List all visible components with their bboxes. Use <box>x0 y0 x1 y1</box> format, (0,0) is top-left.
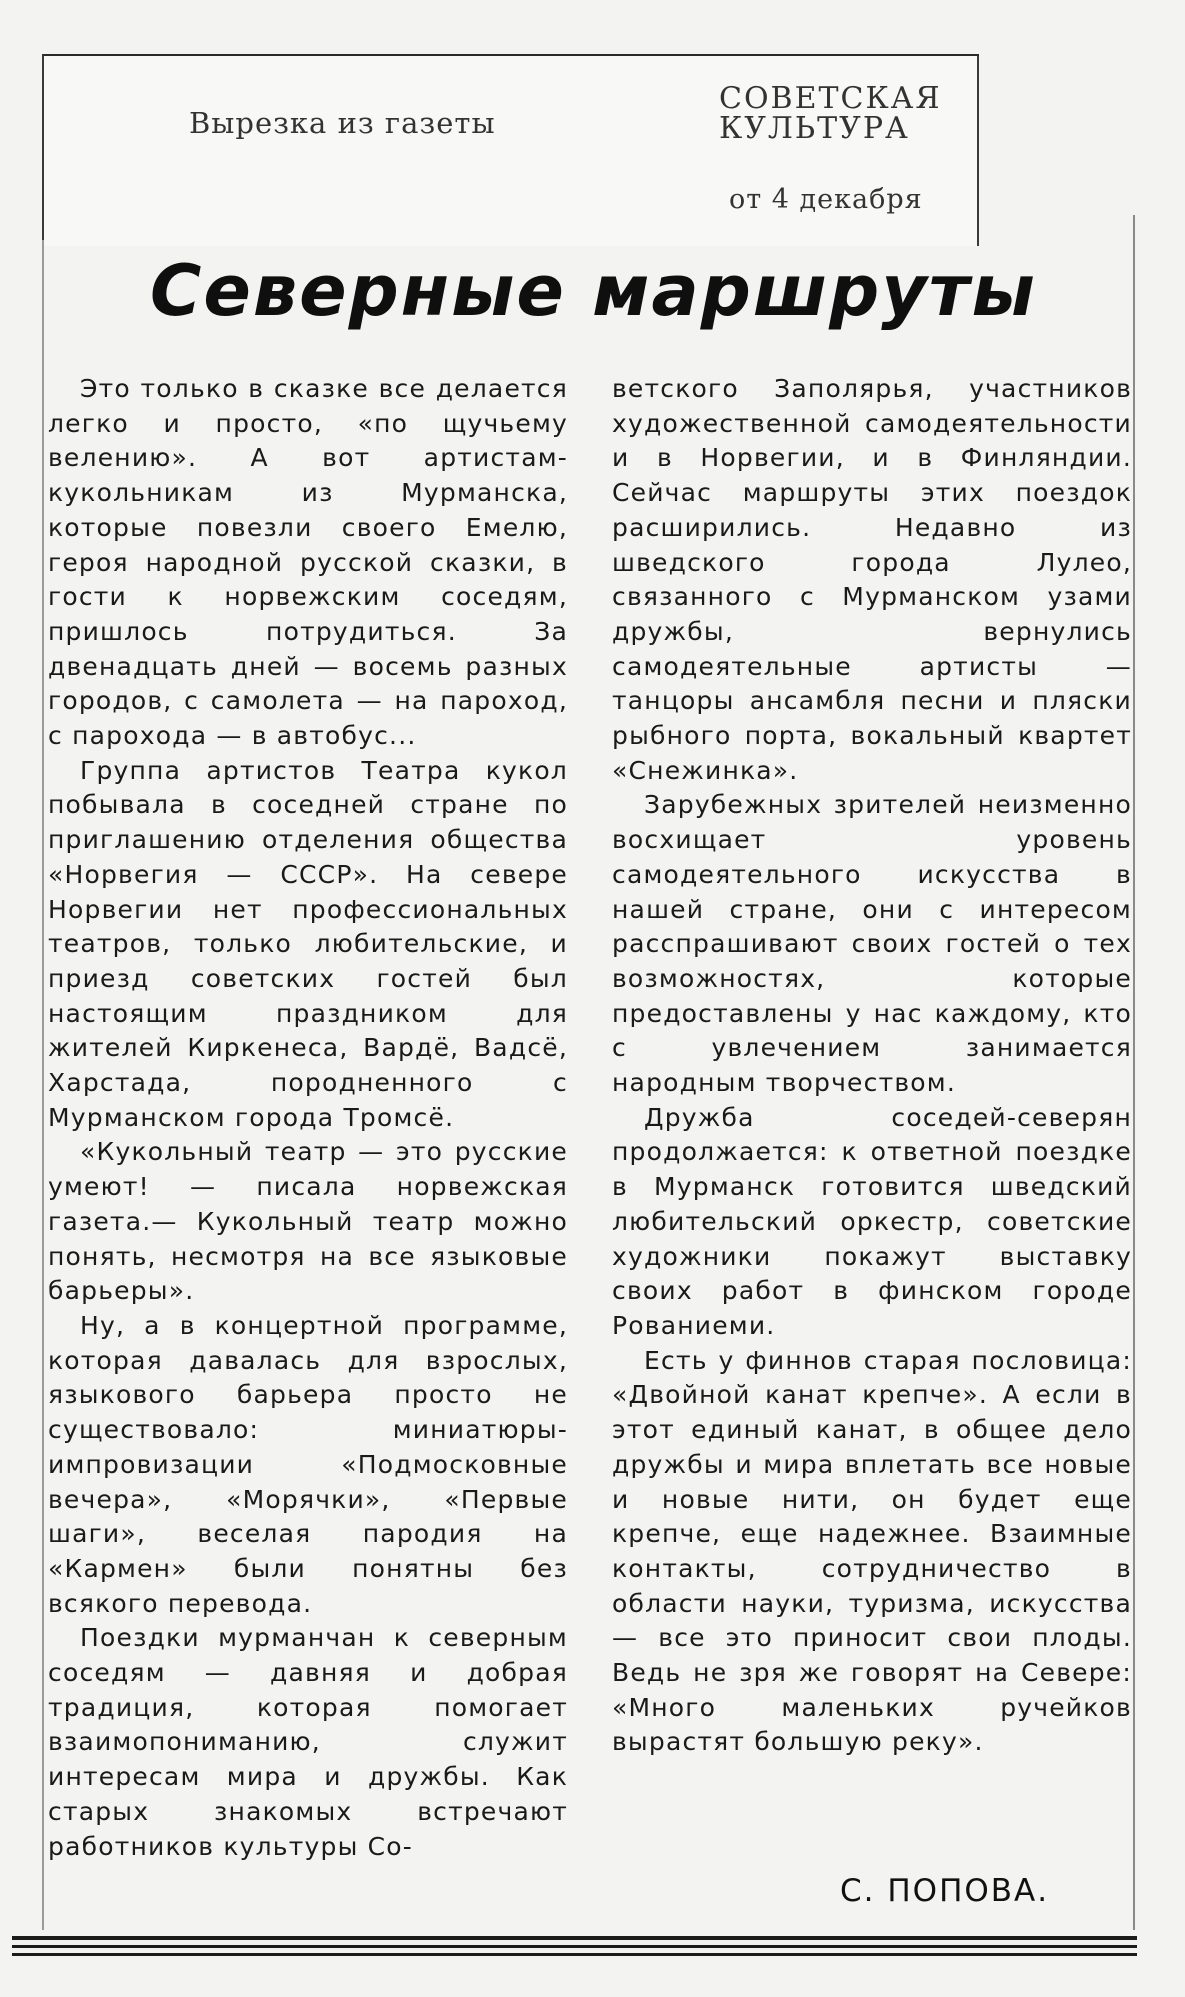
article-headline: Северные маршруты <box>150 250 1037 332</box>
paragraph: Это только в сказке все делается легко и просто, «по щучьему велению». А вот артистам-кукольникам из Мурманска, которые повезли своего Емелю, героя народной русской сказки, в гости к норвежским соседям, пришлось потрудиться. За двенадцать дней — восемь разных городов, с самолета — на пароход, с парохода — в автобус... <box>48 374 568 751</box>
clipping-label: Вырезка из газеты <box>189 106 496 140</box>
paragraph: «Кукольный театр — это русские умеют! — писала норвежская газета.— Кукольный театр можно понять, несмотря на все языковые барьеры». <box>48 1137 568 1306</box>
newspaper-name <box>719 81 979 146</box>
clipping-header-form <box>42 54 979 246</box>
article-right-column <box>612 372 1132 1760</box>
bottom-rule <box>12 1936 1137 1940</box>
paragraph: Зарубежных зрителей неизменно восхищает уровень самодеятельного искусства в нашей стране, они с интересом расспрашивают своих гостей о тех возможностях, которые предоставлены у нас каждому, кто с увлечением занимается народным творчеством. <box>612 790 1132 1098</box>
paragraph: Поездки мурманчан к северным соседям — давняя и добрая традиция, которая помогает взаимопониманию, служит интересам мира и дружбы. Как старых знакомых встречают работников культуры Со- <box>48 1623 568 1861</box>
newspaper-name-line1: СОВЕТСКАЯ <box>719 81 942 116</box>
bottom-rule <box>12 1953 1137 1956</box>
article-left-column <box>48 372 568 1864</box>
paragraph: Есть у финнов старая пословица: «Двойной канат крепче». А если в этот единый канат, в общее дело дружбы и мира вплетать все новые и новые нити, он будет еще крепче, еще надежнее. Взаимные контакты, сотрудничество в области науки, туризма, искусства — все это приносит свои плоды. Ведь не зря же говорят на Севере: «Много маленьких ручейков вырастят большую реку». <box>612 1345 1132 1757</box>
clipping-left-edge <box>42 240 44 1930</box>
paragraph: Дружба соседей-северян продолжается: к ответной поездке в Мурманск готовится шведский любительский оркестр, советские художники покажут выставку своих работ в финском городе Рованиеми. <box>612 1102 1132 1340</box>
clipping-date: от 4 декабря <box>729 184 923 215</box>
paragraph: ветского Заполярья, участников художественной самодеятельности и в Норвегии, и в Финляндии. Сейчас маршруты этих поездок расширились. Недавно из шведского города Лулео, связанного с Мурманском узами дружбы, вернулись самодеятельные артисты — танцоры ансамбля песни и пляски рыбного порта, вокальный квартет «Снежинка». <box>612 374 1132 785</box>
clipping-right-edge <box>1133 215 1135 1930</box>
paragraph: Ну, а в концертной программе, которая давалась для взрослых, языкового барьера просто не существовало: миниатюры-импровизации «Подмосковные вечера», «Морячки», «Первые шаги», веселая пародия на «Кармен» были понятны без всякого перевода. <box>48 1310 568 1618</box>
paragraph: Группа артистов Театра кукол побывала в соседней стране по приглашению отделения общества «Норвегия — СССР». На севере Норвегии нет профессиональных театров, только любительские, и приезд советских гостей был настоящим праздником для жителей Киркенеса, Вардё, Вадсё, Харстада, породненного с Мурманском города Тромсё. <box>48 755 568 1132</box>
newspaper-name-line2: КУЛЬТУРА <box>719 111 910 146</box>
author-signature: С. ПОПОВА. <box>840 1873 1050 1909</box>
bottom-rule <box>12 1945 1137 1948</box>
